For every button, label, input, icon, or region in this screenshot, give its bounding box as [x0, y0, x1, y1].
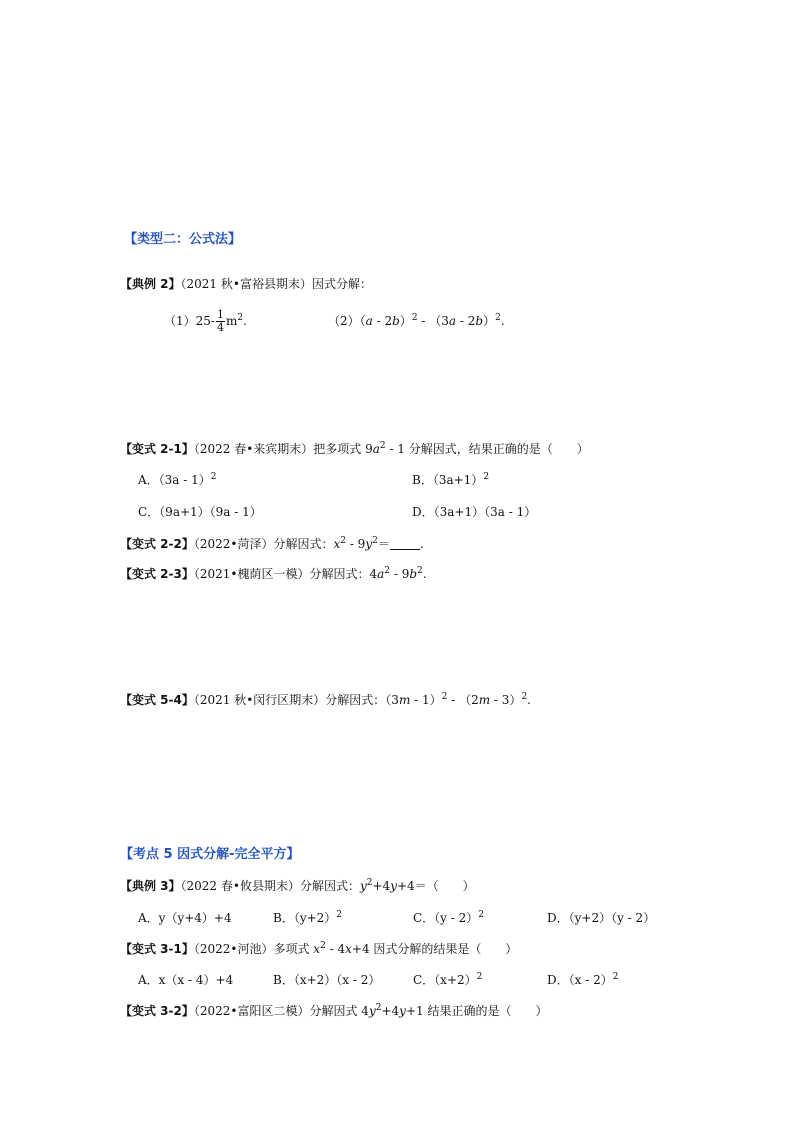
variant-2-3-line: 【变式 2-3】（2021•槐荫区一模）分解因式：$4a^2 - 9b^2$.	[120, 566, 427, 581]
variant-2-2-tag: 【变式 2-2】	[120, 537, 194, 551]
example-3-option-b: B．$(y+2)^2$	[273, 910, 343, 925]
example-2-line	[120, 276, 372, 292]
example-3-option-a: A．y（y+4）+4	[138, 911, 232, 925]
fraction-one-quarter: $\frac{1}{4}$	[216, 308, 224, 334]
variant-3-1-tag: 【变式 3-1】	[120, 942, 194, 956]
variant-2-1-option-c: C．（9a+1）（9a - 1）	[138, 505, 262, 519]
variant-2-1-option-b: B．$(3a+1)^2$	[412, 472, 490, 487]
variant-3-1-option-a: A．x（x - 4）+4	[138, 973, 234, 987]
example-3-tag: 【典例 3】	[120, 879, 181, 893]
example-2-tag: 【典例 2】	[120, 277, 181, 291]
variant-3-1-option-d: D．（x - 2）$^2$	[547, 972, 619, 987]
example-2-text: （2021 秋•富裕县期末）因式分解：	[180, 277, 372, 291]
variant-2-1-line: 【变式 2-1】（2022 春•来宾期末）把多项式 $9a^2 - 1$ 分解因式，结果正确的是（ ）	[120, 441, 589, 456]
variant-3-1-option-c: C．$(x+2)^2$	[413, 972, 483, 987]
variant-5-4-tag: 【变式 5-4】	[120, 693, 194, 707]
variant-2-3-tag: 【变式 2-3】	[120, 567, 194, 581]
variant-2-1-tag: 【变式 2-1】	[120, 442, 194, 456]
variant-3-2-line: 【变式 3-2】（2022•富阳区二模）分解因式 $4y^2+4y+1$ 结果正确的是（ ）	[120, 1003, 548, 1018]
section-heading-kp5: 【考点 5 因式分解-完全平方】	[120, 847, 300, 862]
variant-5-4-line: 【变式 5-4】（2021 秋•闵行区期末）分解因式：（3m - 1）$^2$ - （2m - 3）$^2$.	[120, 692, 531, 707]
variant-3-1-option-b: B．（x+2）（x - 2）	[273, 973, 381, 987]
example-3-option-d: D．（y+2）（y - 2）	[547, 911, 656, 925]
variant-3-1-line: 【变式 3-1】（2022•河池）多项式 $x^2 - 4x+4$ 因式分解的结果是（ ）	[120, 941, 518, 956]
variant-3-2-tag: 【变式 3-2】	[120, 1004, 194, 1018]
section-heading-type2: 【类型二：公式法】	[124, 232, 242, 247]
answer-blank[interactable]	[390, 537, 420, 550]
example-3-line: 【典例 3】（2022 春•攸县期末）分解因式：$y^2+4y+4=$（ ）	[120, 878, 475, 893]
variant-2-1-option-a: A．（3a - 1）$^2$	[138, 472, 217, 487]
example-2-part2: （2）（a - 2b）$^2$ - （3a - 2b）$^2$.	[328, 313, 505, 328]
variant-2-2-line: 【变式 2-2】（2022•菏泽）分解因式：$x^2 - 9y^2=$ .	[120, 536, 424, 551]
example-2-part1: （1）25- $\frac{1}{4}$ $m^2$.	[164, 308, 247, 334]
example-3-option-c: C．（y - 2）$^2$	[413, 910, 485, 925]
variant-2-1-option-d: D．（3a+1）（3a - 1）	[412, 505, 537, 519]
